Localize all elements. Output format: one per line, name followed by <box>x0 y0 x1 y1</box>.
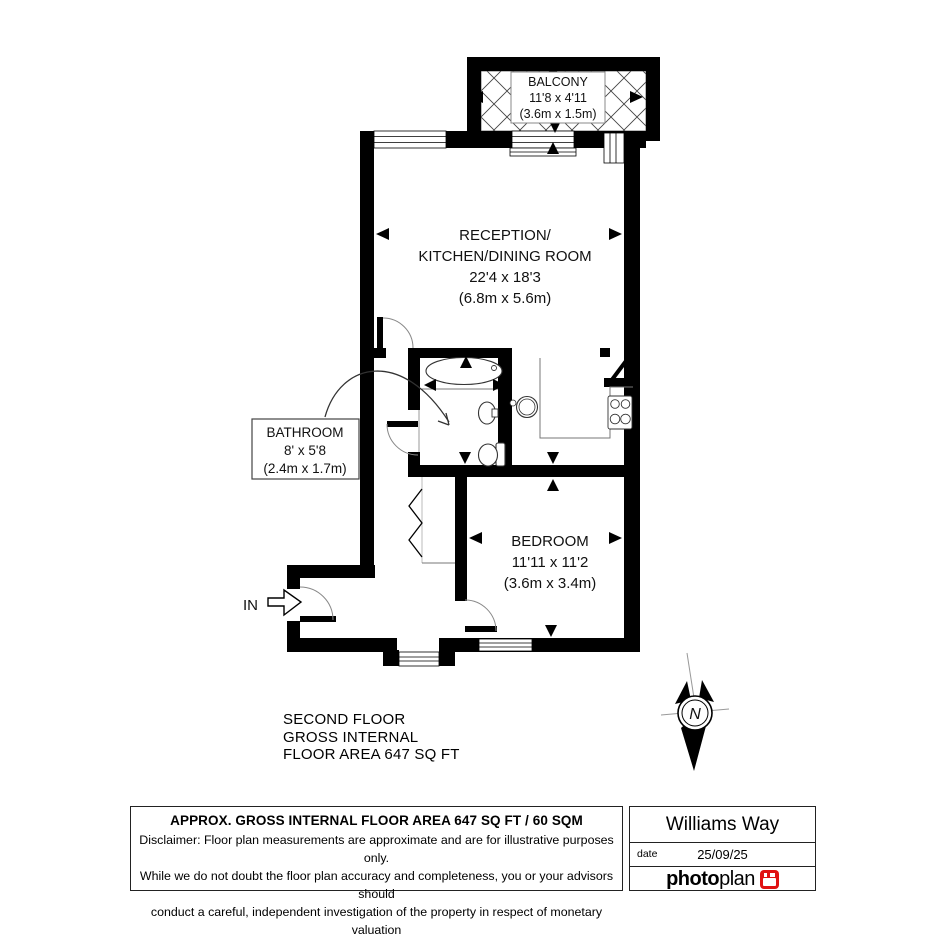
dim-arrow-down <box>545 625 557 637</box>
wall-bottom <box>287 638 640 652</box>
floor-summary-line: SECOND FLOOR <box>283 711 406 728</box>
door-swing <box>300 587 333 620</box>
bathroom-name: BATHROOM <box>266 425 344 440</box>
bay-window <box>399 652 439 666</box>
footer-info-box <box>629 806 816 891</box>
dim-arrow-down <box>459 452 471 464</box>
bathroom-dims-m: (2.4m x 1.7m) <box>263 461 347 476</box>
brand-part2: plan <box>719 867 755 890</box>
walls <box>287 131 646 652</box>
disclaimer-line: Disclaimer: Floor plan measurements are approximate and are for illustrative purposes only. <box>139 833 614 865</box>
disclaimer-line: conduct a careful, independent investigation of the property in respect of monetary valuation <box>150 905 603 937</box>
brand-part1: photo <box>666 867 720 890</box>
reception-name-2: KITCHEN/DINING ROOM <box>418 248 592 265</box>
kitchen-sink-tap <box>510 400 516 406</box>
hob-burner <box>611 400 620 409</box>
balcony-name: BALCONY <box>528 75 588 89</box>
window <box>479 639 532 651</box>
compass-n: N <box>689 706 701 723</box>
floor-summary-line: FLOOR AREA 647 SQ FT <box>283 746 460 763</box>
dim-arrow-up <box>547 479 559 491</box>
bedroom-name: BEDROOM <box>511 533 589 550</box>
toilet-bowl <box>479 444 498 466</box>
date-label: date <box>637 848 658 860</box>
hob-burner <box>621 400 630 409</box>
fixtures <box>420 358 633 467</box>
brand-wordmark <box>666 868 755 891</box>
date-row <box>630 843 815 867</box>
footer-area-title: APPROX. GROSS INTERNAL FLOOR AREA 647 SQ FT / 60 SQM <box>170 813 583 828</box>
disclaimer-line: While we do not doubt the floor plan accuracy and completeness, you or your advisors should <box>139 869 614 901</box>
bay-wall <box>383 650 399 666</box>
entrance-door-leaf <box>300 616 336 622</box>
entrance-marker <box>243 590 301 615</box>
door-leaf <box>465 626 497 632</box>
wall-right <box>624 131 640 652</box>
address-text: Williams Way <box>665 813 780 835</box>
bathtub-drain <box>492 366 497 371</box>
hob-burner <box>610 414 620 424</box>
hob-burner <box>621 414 631 424</box>
reception-dims-ft: 22'4 x 18'3 <box>469 269 541 286</box>
bay-wall <box>439 650 455 666</box>
kitchen-sink-inner <box>519 399 535 415</box>
wall-interior-horizontal <box>408 465 640 477</box>
reception-name-1: RECEPTION/ <box>459 227 551 244</box>
wall-bedroom-left <box>455 477 467 601</box>
floor-summary-line: GROSS INTERNAL <box>283 728 419 746</box>
dim-arrow-down <box>547 452 559 464</box>
in-arrow-icon <box>268 590 301 615</box>
footer-disclaimer <box>131 831 622 939</box>
wall-bathroom-top <box>408 348 512 358</box>
balcony-door <box>512 131 574 148</box>
wall-alcove-left <box>287 565 300 589</box>
bathroom-pointer-arrow <box>325 371 449 422</box>
north-compass <box>661 653 729 771</box>
dim-arrow-left <box>376 228 389 240</box>
bedroom-dims-ft: 11'11 x 11'2 <box>511 554 589 571</box>
brand-logo-icon <box>760 870 779 889</box>
in-label: IN <box>243 597 258 614</box>
door-swing <box>383 318 413 348</box>
floor-summary <box>283 711 460 764</box>
dim-arrow-right <box>609 228 622 240</box>
wall <box>467 57 660 71</box>
door-leaf <box>387 421 418 427</box>
door-swing <box>387 424 418 455</box>
dim-arrow-left <box>469 532 482 544</box>
door-leaf <box>377 317 383 348</box>
wall-kitchen-closet <box>604 378 640 387</box>
wall-kitchen-closet <box>600 348 610 357</box>
sink-tap <box>492 409 498 417</box>
wall-alcove-top <box>287 565 375 578</box>
reception-dims-m: (6.8m x 5.6m) <box>458 290 552 307</box>
bifold-door <box>409 489 422 557</box>
bathroom-dims-ft: 8' x 5'8 <box>284 443 326 458</box>
wall-left <box>360 131 374 578</box>
dim-arrow-right <box>609 532 622 544</box>
window <box>604 133 624 163</box>
balcony-dims-m: (3.6m x 1.5m) <box>519 107 597 121</box>
brand-row <box>630 867 815 891</box>
date-value: 25/09/25 <box>697 847 748 862</box>
wall-stub <box>374 348 386 358</box>
footer-disclaimer-box <box>130 806 623 937</box>
bay-opening <box>397 638 439 652</box>
wall-bathroom-left <box>408 348 420 410</box>
bedroom-dims-m: (3.6m x 3.4m) <box>503 575 597 592</box>
address-row <box>630 807 815 843</box>
window <box>374 131 446 148</box>
wall <box>646 57 660 141</box>
balcony-dims-ft: 11'8 x 4'11 <box>529 91 587 105</box>
